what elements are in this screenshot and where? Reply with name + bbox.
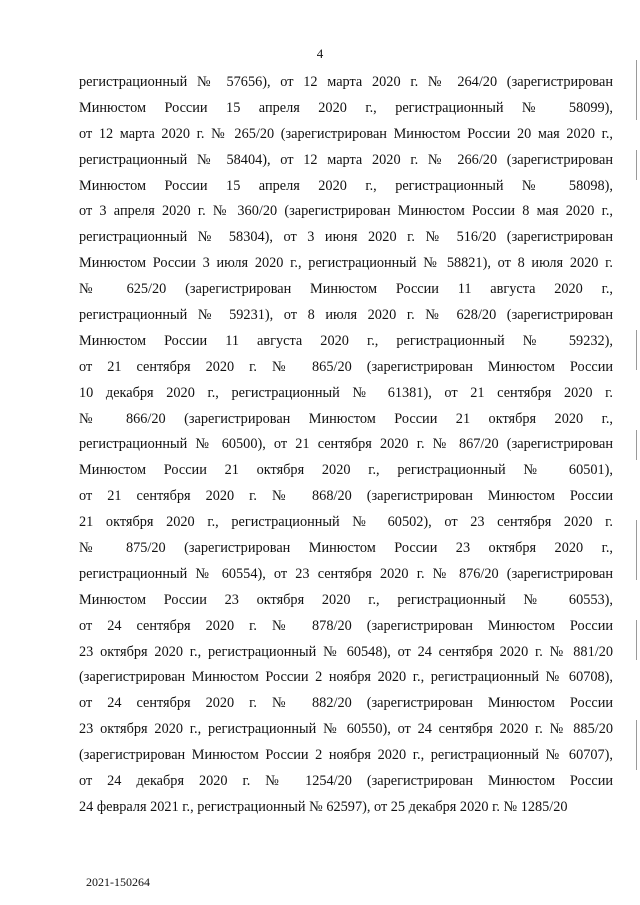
text-line: 23 октября 2020 г., регистрационный № 60550), от 24 сентября 2020 г. № 885/20 [79, 721, 613, 738]
text-line: от 21 сентября 2020 г. № 865/20 (зарегистрирован Минюстом России [79, 358, 613, 375]
text-line: от 24 сентября 2020 г. № 878/20 (зарегистрирован Минюстом России [79, 617, 613, 634]
text-line: Минюстом России 21 октября 2020 г., регистрационный № 60501), [79, 462, 613, 479]
text-line: 23 октября 2020 г., регистрационный № 60548), от 24 сентября 2020 г. № 881/20 [79, 643, 613, 660]
text-line: Минюстом России 11 августа 2020 г., регистрационный № 59232), [79, 332, 613, 349]
text-line: от 24 декабря 2020 г. № 1254/20 (зарегистрирован Минюстом России [79, 773, 613, 790]
text-line: от 21 сентября 2020 г. № 868/20 (зарегистрирован Минюстом России [79, 488, 613, 505]
scan-edge-mark [636, 720, 637, 770]
page-number: 4 [316, 46, 324, 61]
text-line: (зарегистрирован Минюстом России 2 ноября 2020 г., регистрационный № 60707), [79, 747, 613, 764]
text-line: от 24 сентября 2020 г. № 882/20 (зарегистрирован Минюстом России [79, 695, 613, 712]
scan-edge-mark [636, 620, 637, 660]
text-line: регистрационный № 60500), от 21 сентября 2020 г. № 867/20 (зарегистрирован [79, 436, 613, 453]
text-line: от 12 марта 2020 г. № 265/20 (зарегистрирован Минюстом России 20 мая 2020 г., [79, 125, 613, 142]
text-line: от 3 апреля 2020 г. № 360/20 (зарегистрирован Минюстом России 8 мая 2020 г., [79, 203, 613, 220]
text-line: Минюстом России 3 июля 2020 г., регистрационный № 58821), от 8 июля 2020 г. [79, 255, 613, 272]
text-line: Минюстом России 15 апреля 2020 г., регистрационный № 58099), [79, 99, 613, 116]
text-line: 24 февраля 2021 г., регистрационный № 62597), от 25 декабря 2020 г. № 1285/20 [79, 798, 568, 815]
text-line: 10 декабря 2020 г., регистрационный № 61381), от 21 сентября 2020 г. [79, 384, 613, 401]
text-line: (зарегистрирован Минюстом России 2 ноября 2020 г., регистрационный № 60708), [79, 669, 613, 686]
text-line: Минюстом России 15 апреля 2020 г., регистрационный № 58098), [79, 177, 613, 194]
text-line: № 866/20 (зарегистрирован Минюстом России 21 октября 2020 г., [79, 410, 613, 427]
text-line: Минюстом России 23 октября 2020 г., регистрационный № 60553), [79, 591, 613, 608]
scan-edge-mark [636, 430, 637, 460]
scan-edge-mark [636, 520, 637, 580]
text-line: регистрационный № 59231), от 8 июля 2020 г. № 628/20 (зарегистрирован [79, 307, 613, 324]
text-line: № 875/20 (зарегистрирован Минюстом России 23 октября 2020 г., [79, 540, 613, 557]
text-line: 21 октября 2020 г., регистрационный № 60502), от 23 сентября 2020 г. [79, 514, 613, 531]
text-line: регистрационный № 58404), от 12 марта 2020 г. № 266/20 (зарегистрирован [79, 151, 613, 168]
text-line: № 625/20 (зарегистрирован Минюстом России 11 августа 2020 г., [79, 281, 613, 298]
text-line: регистрационный № 57656), от 12 марта 2020 г. № 264/20 (зарегистрирован [79, 74, 613, 90]
text-line: регистрационный № 60554), от 23 сентября 2020 г. № 876/20 (зарегистрирован [79, 565, 613, 582]
scan-edge-mark [636, 150, 637, 180]
scan-edge-mark [636, 330, 637, 370]
body-text [79, 70, 613, 821]
document-code: 2021-150264 [86, 875, 150, 889]
scan-edge-mark [636, 60, 637, 120]
text-line: регистрационный № 58304), от 3 июня 2020 г. № 516/20 (зарегистрирован [79, 229, 613, 246]
